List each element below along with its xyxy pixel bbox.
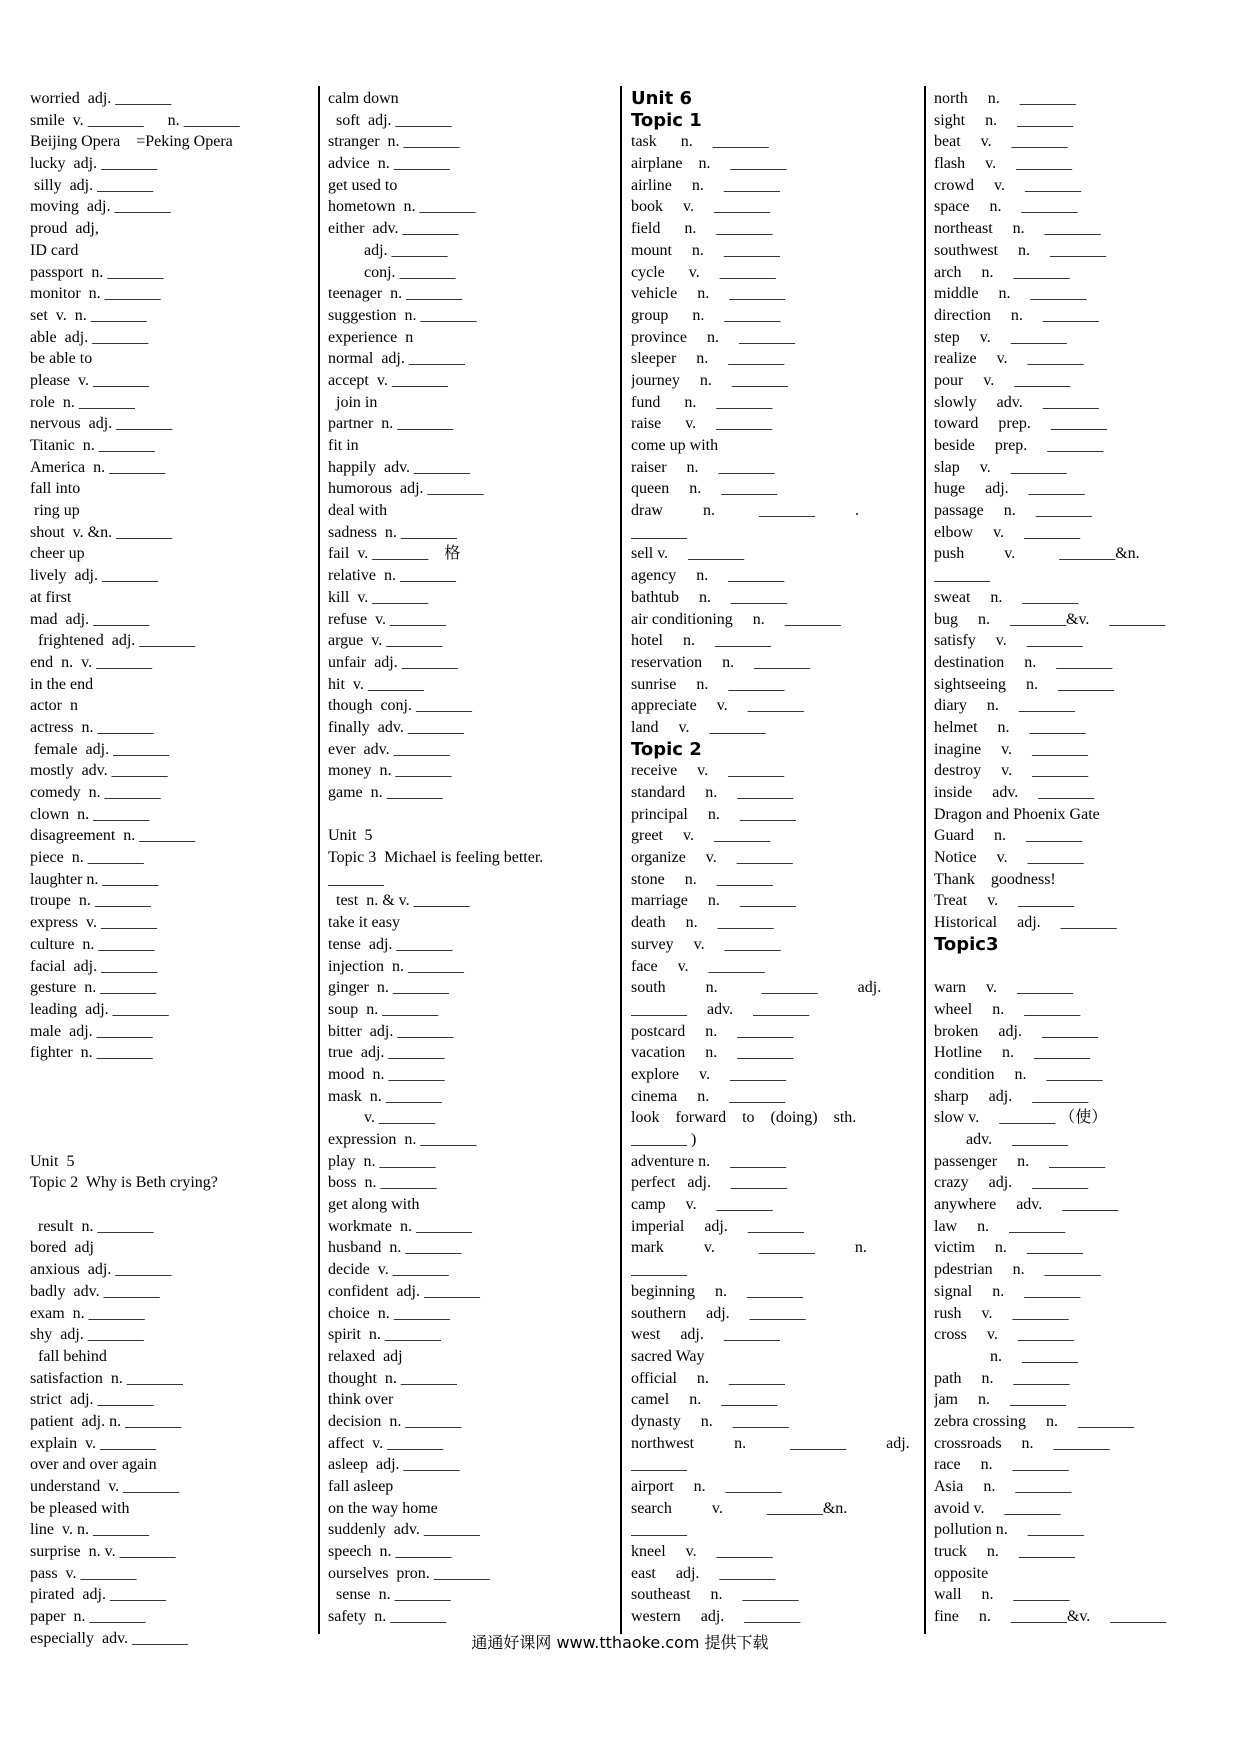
vocab-entry: broken adj. _______: [934, 1022, 1098, 1040]
vocab-entry: raiser n. _______: [631, 458, 775, 476]
vocab-entry: Titanic n. _______: [30, 437, 155, 454]
vocab-entry: conj. _______: [328, 263, 456, 281]
vocab-entry: diary n. _______: [934, 697, 1075, 715]
vocab-entry: perfect adj. _______: [631, 1174, 787, 1192]
vocab-entry: bored adj: [30, 1239, 94, 1257]
vocab-entry: affect v. _______: [328, 1434, 444, 1452]
vocab-entry: Topic 2 Why is Beth crying?: [30, 1174, 218, 1192]
vocab-entry: patient adj. n. _______: [30, 1412, 182, 1430]
section-heading: Topic 2: [631, 738, 702, 760]
vocab-entry: look forward to (doing) sth.: [631, 1109, 857, 1127]
vocab-entry: soup n. _______: [328, 1000, 439, 1018]
vocab-entry: be pleased with: [30, 1499, 130, 1517]
vocab-entry: come up with: [631, 437, 719, 454]
vocab-entry: zebra crossing n. _______: [934, 1412, 1134, 1430]
vocab-entry: jam n. _______: [934, 1391, 1066, 1409]
vocab-entry: fighter n. _______: [30, 1044, 153, 1062]
vocab-entry: argue v. _______: [328, 632, 443, 650]
vocab-entry: suddenly adv. _______: [328, 1521, 480, 1539]
vocab-entry: hotel n. _______: [631, 632, 771, 650]
vocab-entry: fall into: [30, 480, 81, 498]
vocab-entry: arch n. _______: [934, 263, 1070, 281]
vocab-entry: exam n. _______: [30, 1304, 145, 1322]
vocab-entry: southwest n. _______: [934, 241, 1106, 259]
vocab-entry: marriage n. _______: [631, 892, 796, 910]
vocab-entry: join in: [328, 393, 378, 411]
vocab-entry: vehicle n. _______: [631, 285, 786, 303]
vocab-entry: cinema n. _______: [631, 1087, 786, 1105]
vocab-entry: normal adj. _______: [328, 350, 465, 368]
vocab-entry: monitor n. _______: [30, 285, 161, 303]
vocab-entry: strict adj. _______: [30, 1391, 154, 1409]
vocab-entry: explore v. _______: [631, 1065, 786, 1083]
vocab-entry: sacred Way: [631, 1347, 705, 1365]
vocab-entry: bug n. _______&v. _______: [934, 610, 1166, 628]
vocab-entry: shy adj. _______: [30, 1326, 144, 1344]
blank-line: [30, 1086, 310, 1108]
vocab-entry: finally adv. _______: [328, 718, 464, 736]
vocab-entry: thought n. _______: [328, 1369, 457, 1387]
vocab-entry: journey n. _______: [631, 371, 788, 389]
vocab-entry: badly adv. _______: [30, 1282, 160, 1300]
vocab-entry: gesture n. _______: [30, 979, 157, 997]
vocab-entry: Historical adj. _______: [934, 914, 1117, 932]
vocab-entry: be able to: [30, 350, 93, 368]
vocab-entry: avoid v. _______: [934, 1499, 1061, 1517]
vocab-entry: wall n. _______: [934, 1586, 1070, 1604]
vocab-entry: lucky adj. _______: [30, 155, 158, 173]
vocab-entry: facial adj. _______: [30, 957, 158, 975]
vocab-entry: moving adj. _______: [30, 198, 171, 216]
vocab-entry: cross v. _______: [934, 1326, 1074, 1344]
vocab-entry: spirit n. _______: [328, 1326, 441, 1344]
vocab-entry: stone n. _______: [631, 870, 773, 888]
vocab-entry: south n. _______ adj.: [631, 979, 882, 997]
vocab-entry: expression n. _______: [328, 1131, 477, 1148]
vocab-entry: northeast n. _______: [934, 220, 1101, 238]
vocab-entry: get along with: [328, 1196, 420, 1214]
vocab-entry: safety n. _______: [328, 1608, 447, 1626]
vocab-entry: middle n. _______: [934, 285, 1087, 303]
vocab-entry: postcard n. _______: [631, 1022, 794, 1040]
vocab-entry: imperial adj. _______: [631, 1217, 804, 1235]
vocab-entry: official n. _______: [631, 1369, 785, 1387]
vocab-entry: refuse v. _______: [328, 610, 447, 628]
vocab-entry: inside adv. _______: [934, 784, 1095, 801]
vocab-entry: decide v. _______: [328, 1261, 449, 1279]
vocab-entry: culture n. _______: [30, 935, 155, 953]
vocab-entry: though conj. _______: [328, 697, 472, 715]
vocab-entry: fine n. _______&v. _______: [934, 1608, 1167, 1626]
vocab-entry: path n. _______: [934, 1369, 1070, 1387]
vocab-entry: hometown n. _______: [328, 198, 476, 216]
vocab-entry: ourselves pron. _______: [328, 1564, 490, 1582]
vocab-entry: pour v. _______: [934, 371, 1071, 389]
vocab-entry: cheer up: [30, 545, 85, 563]
blank-line: [934, 956, 1224, 978]
vocab-entry: piece n. _______: [30, 849, 144, 867]
vocab-entry: sense n. _______: [328, 1586, 451, 1604]
vocab-entry: fail v. _______ 格: [328, 545, 461, 563]
vocab-entry: _______ adv. _______: [631, 1000, 810, 1018]
vocab-entry: beat v. _______: [934, 133, 1068, 151]
vocab-entry: Beijing Opera =Peking Opera: [30, 133, 233, 151]
column-divider-1: [318, 86, 320, 1634]
vocab-entry: elbow v. _______: [934, 523, 1081, 541]
vocab-entry: n. _______: [934, 1347, 1078, 1365]
vocab-entry: adv. _______: [934, 1131, 1069, 1148]
vocab-entry: humorous adj. _______: [328, 480, 484, 498]
vocab-entry: fall behind: [30, 1347, 107, 1365]
vocab-entry: province n. _______: [631, 328, 795, 346]
vocab-entry: sharp adj. _______: [934, 1087, 1089, 1105]
vocab-entry: sightseeing n. _______: [934, 675, 1114, 693]
vocab-entry: Topic 3 Michael is feeling better.: [328, 849, 544, 867]
vocab-entry: troupe n. _______: [30, 892, 151, 910]
vocab-entry: airplane n. _______: [631, 155, 787, 173]
vocab-entry: sell v. _______: [631, 545, 745, 563]
vocab-entry: southeast n. _______: [631, 1586, 799, 1604]
vocab-entry: suggestion n. _______: [328, 306, 477, 324]
vocab-entry: passage n. _______: [934, 502, 1092, 520]
vocab-entry: over and over again: [30, 1456, 157, 1474]
vocab-entry: mark v. _______ n.: [631, 1239, 867, 1257]
vocab-entry: victim n. _______: [934, 1239, 1083, 1257]
vocab-entry: greet v. _______: [631, 827, 770, 845]
vocab-entry: end n. v. _______: [30, 653, 153, 671]
vocab-entry: fund n. _______: [631, 393, 773, 411]
vocab-entry: line v. n. _______: [30, 1521, 149, 1539]
vocab-entry: paper n. _______: [30, 1608, 146, 1626]
vocab-entry: northwest n. _______ adj.: [631, 1434, 910, 1452]
vocab-entry: disagreement n. _______: [30, 827, 196, 845]
vocabulary-column-4: [934, 88, 1224, 1628]
vocab-entry: appreciate v. _______: [631, 697, 804, 715]
section-heading: Unit 6: [631, 88, 692, 109]
vocab-entry: beginning n. _______: [631, 1282, 803, 1300]
vocab-entry: book v. _______: [631, 198, 770, 216]
vocab-entry: passenger n. _______: [934, 1152, 1106, 1170]
vocab-entry: partner n. _______: [328, 415, 454, 433]
vocab-entry: realize v. _______: [934, 350, 1084, 368]
vocab-entry: accept v. _______: [328, 371, 448, 389]
vocab-entry: Notice v. _______: [934, 849, 1084, 867]
vocab-entry: slow v. _______ （使）: [934, 1109, 1108, 1127]
vocab-entry: direction n. _______: [934, 306, 1099, 324]
vocab-entry: satisfy v. _______: [934, 632, 1083, 650]
vocab-entry: think over: [328, 1391, 394, 1409]
vocab-entry: mostly adv. _______: [30, 762, 168, 780]
vocab-entry: land v. _______: [631, 718, 766, 736]
vocab-entry: relaxed adj: [328, 1347, 403, 1365]
vocab-entry: helmet n. _______: [934, 718, 1086, 736]
vocab-entry: test n. & v. _______: [328, 892, 470, 910]
vocab-entry: ginger n. _______: [328, 979, 449, 997]
vocab-entry: condition n. _______: [934, 1065, 1103, 1083]
vocab-entry: boss n. _______: [328, 1174, 437, 1192]
vocab-entry: draw n. _______ .: [631, 502, 859, 520]
vocab-entry: huge adj. _______: [934, 480, 1085, 498]
vocab-entry: bitter adj. _______: [328, 1022, 454, 1040]
vocab-entry: raise v. _______: [631, 415, 773, 433]
vocab-entry: adventure n. _______: [631, 1152, 787, 1170]
vocab-entry: mood n. _______: [328, 1065, 445, 1083]
vocab-entry: speech n. _______: [328, 1543, 452, 1561]
vocab-entry: America n. _______: [30, 458, 166, 476]
vocab-entry: _______: [631, 1261, 687, 1279]
blank-line: [30, 1129, 310, 1151]
vocab-entry: asleep adj. _______: [328, 1456, 460, 1474]
vocab-entry: camp v. _______: [631, 1196, 773, 1214]
vocab-entry: stranger n. _______: [328, 133, 460, 151]
vocab-entry: either adv. _______: [328, 220, 459, 238]
vocab-entry: true adj. _______: [328, 1044, 445, 1062]
vocab-entry: sight n. _______: [934, 111, 1074, 129]
vocab-entry: husband n. _______: [328, 1239, 462, 1257]
vocab-entry: in the end: [30, 675, 94, 693]
vocab-entry: agency n. _______: [631, 567, 785, 585]
vocab-entry: explain v. _______: [30, 1434, 157, 1452]
vocab-entry: queen n. _______: [631, 480, 778, 498]
vocab-entry: surprise n. v. _______: [30, 1543, 176, 1561]
vocab-entry: mad adj. _______: [30, 610, 150, 628]
vocab-entry: search v. _______&n.: [631, 1499, 848, 1517]
vocab-entry: sleeper n. _______: [631, 350, 785, 368]
vocab-entry: lively adj. _______: [30, 567, 158, 585]
vocab-entry: kill v. _______: [328, 588, 429, 606]
vocab-entry: organize v. _______: [631, 849, 793, 867]
vocab-entry: proud adj,: [30, 220, 99, 238]
vocab-entry: push v. _______&n.: [934, 545, 1140, 563]
vocab-entry: at first: [30, 588, 72, 606]
vocab-entry: result n. _______: [30, 1217, 154, 1235]
vocab-entry: confident adj. _______: [328, 1282, 480, 1300]
vocab-entry: clown n. _______: [30, 805, 150, 823]
vocab-entry: flash v. _______: [934, 155, 1073, 173]
vocab-entry: female adj. _______: [30, 740, 170, 758]
vocab-entry: choice n. _______: [328, 1304, 450, 1322]
vocab-entry: Treat v. _______: [934, 892, 1075, 910]
vocab-entry: relative n. _______: [328, 567, 456, 585]
vocabulary-column-1: [30, 88, 310, 1650]
vocab-entry: get used to: [328, 176, 398, 194]
vocab-entry: mount n. _______: [631, 241, 780, 259]
vocab-entry: destination n. _______: [934, 653, 1113, 671]
vocab-entry: fit in: [328, 437, 359, 454]
vocab-entry: bathtub n. _______: [631, 588, 787, 606]
vocab-entry: receive v. _______: [631, 762, 785, 780]
vocab-entry: male adj. _______: [30, 1022, 153, 1040]
vocab-entry: shout v. &n. _______: [30, 523, 173, 541]
vocab-entry: role n. _______: [30, 393, 135, 411]
vocab-entry: southern adj. _______: [631, 1304, 806, 1322]
vocab-entry: hit v. _______: [328, 675, 424, 693]
vocab-entry: satisfaction n. _______: [30, 1369, 183, 1387]
vocab-entry: dynasty n. _______: [631, 1412, 789, 1430]
section-heading: Topic3: [934, 933, 999, 955]
vocab-entry: camel n. _______: [631, 1391, 778, 1409]
vocab-entry: smile v. _______ n. _______: [30, 111, 240, 129]
vocab-entry: Dragon and Phoenix Gate: [934, 805, 1100, 823]
vocab-entry: money n. _______: [328, 762, 452, 780]
vocab-entry: air conditioning n. _______: [631, 610, 841, 628]
vocab-entry: principal n. _______: [631, 805, 796, 823]
vocab-entry: frightened adj. _______: [30, 632, 196, 650]
vocab-entry: nervous adj. _______: [30, 415, 173, 433]
vocab-entry: law n. _______: [934, 1217, 1066, 1235]
vocab-entry: Unit 5: [30, 1152, 75, 1170]
vocab-entry: tense adj. _______: [328, 935, 453, 953]
vocab-entry: reservation n. _______: [631, 653, 811, 671]
vocab-entry: airport n. _______: [631, 1478, 782, 1495]
vocab-entry: adj. _______: [328, 241, 448, 259]
vocab-entry: able adj. _______: [30, 328, 149, 346]
vocab-entry: ID card: [30, 241, 79, 259]
blank-line: [328, 804, 616, 826]
vocab-entry: space n. _______: [934, 198, 1078, 216]
vocab-entry: soft adj. _______: [328, 111, 452, 129]
vocab-entry: mask n. _______: [328, 1087, 442, 1105]
vocab-entry: ever adv. _______: [328, 740, 450, 758]
vocab-entry: please v. _______: [30, 371, 149, 389]
vocab-entry: pdestrian n. _______: [934, 1261, 1101, 1279]
vocabulary-column-2: [328, 88, 616, 1628]
vocab-entry: leading adj. _______: [30, 1000, 169, 1018]
vocab-entry: warn v. _______: [934, 979, 1073, 997]
vocab-entry: especially adv. _______: [30, 1629, 189, 1647]
vocab-entry: sunrise n. _______: [631, 675, 785, 693]
vocab-entry: advice n. _______: [328, 155, 450, 173]
vocab-entry: north n. _______: [934, 90, 1076, 107]
vocab-entry: happily adv. _______: [328, 458, 471, 476]
vocab-entry: fall asleep: [328, 1478, 394, 1495]
vocab-entry: calm down: [328, 90, 399, 107]
vocab-entry: actress n. _______: [30, 718, 154, 736]
vocab-entry: unfair adj. _______: [328, 653, 458, 671]
vocab-entry: crazy adj. _______: [934, 1174, 1089, 1192]
vocab-entry: slowly adv. _______: [934, 393, 1099, 411]
blank-line: [30, 1194, 310, 1216]
vocab-entry: decision n. _______: [328, 1412, 462, 1430]
vocab-entry: beside prep. _______: [934, 437, 1104, 454]
vocab-entry: silly adj. _______: [30, 176, 154, 194]
vocab-entry: passport n. _______: [30, 263, 164, 281]
vocab-entry: anxious adj. _______: [30, 1261, 172, 1279]
vocab-entry: understand v. _______: [30, 1478, 180, 1495]
vocab-entry: laughter n. _______: [30, 870, 159, 888]
vocab-entry: v. _______: [328, 1109, 435, 1127]
blank-line: [30, 1064, 310, 1086]
column-divider-3: [924, 86, 926, 1634]
vocab-entry: standard n. _______: [631, 784, 794, 801]
vocab-entry: toward prep. _______: [934, 415, 1107, 433]
vocab-entry: inagine v. _______: [934, 740, 1089, 758]
section-heading: Topic 1: [631, 109, 702, 131]
vocab-entry: anywhere adv. _______: [934, 1196, 1119, 1214]
vocab-entry: Asia n. _______: [934, 1478, 1072, 1495]
vocab-entry: truck n. _______: [934, 1543, 1075, 1561]
vocab-entry: cycle v. _______: [631, 263, 776, 281]
vocab-entry: east adj. _______: [631, 1564, 776, 1582]
vocab-entry: vacation n. _______: [631, 1044, 794, 1062]
vocab-entry: crowd v. _______: [934, 176, 1081, 194]
vocab-entry: survey v. _______: [631, 935, 781, 953]
vocab-entry: pirated adj. _______: [30, 1586, 166, 1604]
footer-credit: 通通好课网 www.tthaoke.com 提供下载: [471, 1633, 769, 1652]
vocab-entry: _______: [631, 1521, 687, 1539]
vocab-entry: game n. _______: [328, 784, 443, 801]
vocab-entry: west adj. _______: [631, 1326, 780, 1344]
vocab-entry: kneel v. _______: [631, 1543, 773, 1561]
vocab-entry: Guard n. _______: [934, 827, 1082, 845]
vocabulary-column-3: [631, 88, 916, 1628]
vocab-entry: express v. _______: [30, 914, 157, 932]
vocab-entry: actor n: [30, 697, 78, 715]
vocab-entry: death n. _______: [631, 914, 774, 932]
vocab-entry: task n. _______: [631, 133, 769, 151]
column-divider-2: [620, 86, 622, 1634]
vocab-entry: Hotline n. _______: [934, 1044, 1090, 1062]
vocab-entry: Thank goodness!: [934, 870, 1056, 888]
vocab-entry: signal n. _______: [934, 1282, 1081, 1300]
vocab-entry: rush v. _______: [934, 1304, 1069, 1322]
vocab-entry: workmate n. _______: [328, 1217, 472, 1235]
vocab-entry: experience n: [328, 328, 414, 346]
vocab-entry: wheel n. _______: [934, 1000, 1081, 1018]
vocab-entry: pass v. _______: [30, 1564, 137, 1582]
vocab-entry: injection n. _______: [328, 957, 464, 975]
vocab-entry: deal with: [328, 502, 388, 520]
vocab-entry: field n. _______: [631, 220, 773, 238]
vocab-entry: teenager n. _______: [328, 285, 463, 303]
vocab-entry: Unit 5: [328, 827, 373, 845]
vocab-entry: _______: [934, 567, 990, 585]
vocab-entry: face v. _______: [631, 957, 765, 975]
vocab-entry: comedy n. _______: [30, 784, 161, 801]
vocab-entry: crossroads n. _______: [934, 1434, 1110, 1452]
vocab-entry: play n. _______: [328, 1152, 436, 1170]
vocab-entry: worried adj. _______: [30, 90, 172, 107]
vocab-entry: sweat n. _______: [934, 588, 1079, 606]
vocab-entry: set v. n. _______: [30, 306, 147, 324]
vocab-entry: step v. _______: [934, 328, 1067, 346]
vocab-entry: on the way home: [328, 1499, 438, 1517]
vocab-entry: take it easy: [328, 914, 400, 932]
vocab-entry: ring up: [30, 502, 80, 520]
vocab-entry: _______: [328, 870, 384, 888]
vocab-entry: _______ ): [631, 1131, 697, 1148]
vocab-entry: pollution n. _______: [934, 1521, 1084, 1539]
vocab-entry: sadness n. _______: [328, 523, 457, 541]
vocab-entry: western adj. _______: [631, 1608, 801, 1626]
vocab-entry: _______: [631, 523, 687, 541]
vocab-entry: destroy v. _______: [934, 762, 1089, 780]
vocab-entry: slap v. _______: [934, 458, 1067, 476]
vocab-entry: _______: [631, 1456, 687, 1474]
vocab-entry: race n. _______: [934, 1456, 1069, 1474]
vocab-entry: airline n. _______: [631, 176, 780, 194]
blank-line: [30, 1107, 310, 1129]
vocab-entry: opposite: [934, 1564, 989, 1582]
vocab-entry: group n. _______: [631, 306, 781, 324]
